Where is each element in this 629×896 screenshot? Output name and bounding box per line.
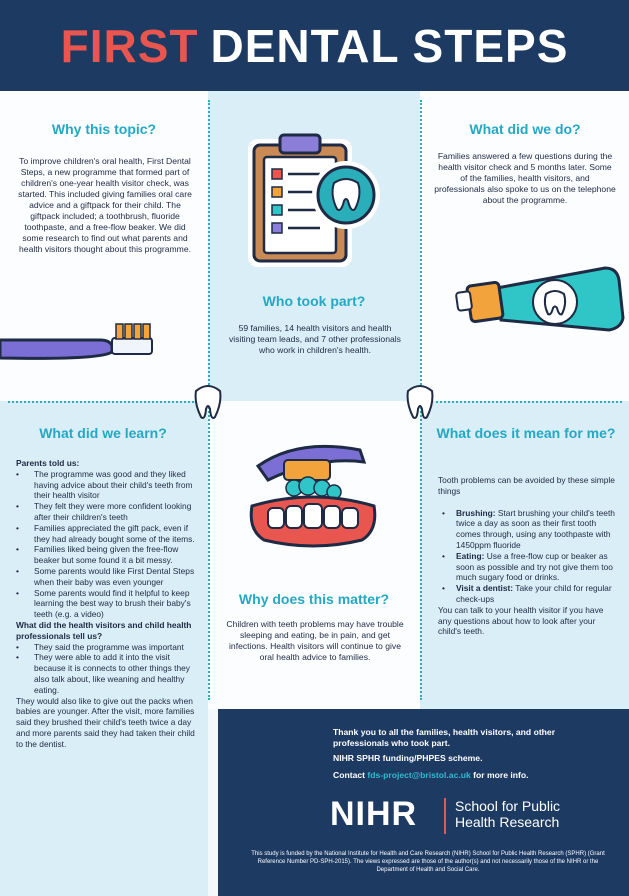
list-item: • Some parents would like First Dental Steps when their baby was even younger [16, 566, 196, 588]
mean-heading: What does it mean for me? [436, 425, 616, 441]
list-item: • They felt they were more confident looking after their children's teeth [16, 501, 196, 523]
page-title [0, 0, 629, 91]
list-item: • Some parents would find it helpful to keep learning the best way to brush their baby's teeth (e.g. a video) [16, 588, 196, 620]
footer-thanks: Thank you to all the families, health visitors, and other professionals who took part. [333, 727, 556, 748]
footer-funding: NIHR SPHR funding/PHPES scheme. [333, 753, 483, 763]
professionals-label: What did the health visitors and child health professionals tell us? [16, 619, 192, 641]
list-item-brushing: • Brushing: Start brushing your child's teeth twice a day as soon as their first tooth comes through, using any toothpaste with 1450ppm fluoride [438, 508, 618, 551]
learn-content [16, 458, 196, 750]
who-took-part-heading: Who took part? [262, 293, 366, 309]
list-item: • Families liked being given the free-flow beaker but some found it a bit messy. [16, 544, 196, 566]
divider-horizontal-right [436, 401, 622, 403]
email-link[interactable]: fds-project@bristol.ac.uk [367, 770, 471, 780]
list-item-dentist: • Visit a dentist: Take your child for regular check-ups [438, 583, 618, 605]
panel-what-did [420, 91, 629, 401]
mean-intro-text: Tooth problems can be avoided by these simple things [438, 475, 615, 496]
footer-disclaimer: This study is funded by the National Institute for Health and Care Research (NIHR) School for Public Health Research (SPHR) (Grant Reference Number PD-SPH-2015). The views expressed are those of the author(s) and not necessarily those of the NIHR or the Department of Health and Social Care. [251, 851, 605, 873]
what-did-text: Families answered a few questions during the health visitor check and 5 months later. Some of the families, health visitors, and professionals also spoke to us on the telephone about the programme. [434, 151, 616, 205]
parents-list [16, 469, 196, 620]
logo-separator [444, 798, 446, 834]
list-item: • They were able to add it into the visit because it is connects to other things they also talk about, like weaning and healthy eating. [16, 652, 196, 695]
who-took-part-text: 59 families, 14 health visitors and health visiting team leads, and 7 other professionals who work in children's health. [229, 323, 401, 355]
teeth-brushing-icon [238, 436, 388, 566]
what-did-heading: What did we do? [469, 121, 581, 137]
nihr-logo-subtitle: School for Public Health Research [455, 798, 561, 830]
list-item: • The programme was good and they liked having advice about their child's teeth from their health visitor [16, 469, 196, 501]
parents-told-us-label: Parents told us: [16, 458, 80, 468]
clipboard-tooth-icon [240, 125, 390, 275]
mean-list [438, 508, 618, 605]
tooth-icon-left [193, 381, 223, 421]
toothbrush-icon [0, 316, 160, 366]
matter-text: Children with teeth problems may have trouble sleeping and eating, be in pain, and get infections. Health visitors will continue to give oral health advice to families. [226, 619, 404, 662]
why-topic-heading: Why this topic? [51, 121, 157, 137]
professionals-list [16, 642, 196, 696]
mean-closing-text: You can talk to your health visitor if you have any questions about how to look after your child's teeth. [438, 604, 604, 637]
matter-heading: Why does this matter? [238, 591, 390, 607]
title-word-first: FIRST [60, 19, 199, 72]
learn-heading: What did we learn? [39, 425, 167, 441]
list-item: • Families appreciated the gift pack, even if they had already bought some of the items. [16, 523, 196, 545]
title-words-dental-steps: DENTAL STEPS [210, 19, 569, 72]
mean-content [438, 475, 618, 637]
toothpaste-icon [455, 262, 625, 352]
nihr-logo: NIHR [330, 795, 418, 833]
tooth-icon-right [405, 381, 435, 421]
footer-contact: Contact fds-project@bristol.ac.uk for more info. [333, 770, 529, 780]
list-item: • They said the programme was important [16, 642, 196, 653]
list-item-eating: • Eating: Use a free-flow cup or beaker as soon as possible and try not give them too much sugary food or drinks. [438, 551, 618, 583]
divider-horizontal-left [8, 401, 194, 403]
learn-closing-text: They would also like to give out the packs when babies are younger. After the visit, more families said they brushed their child's teeth twice a day and more parents said they had taken their child to the dentist. [16, 695, 195, 749]
why-topic-text: To improve children's oral health, First Dental Steps, a new programme that formed part of children's one-year health visitor check, was started. This included giving families oral care advice and a giftpack for their child. The giftpack included; a toothbrush, fluoride toothpaste, and a free-flow beaker. We did some research to find out what parents and health visitors thought about this programme. [18, 156, 192, 254]
